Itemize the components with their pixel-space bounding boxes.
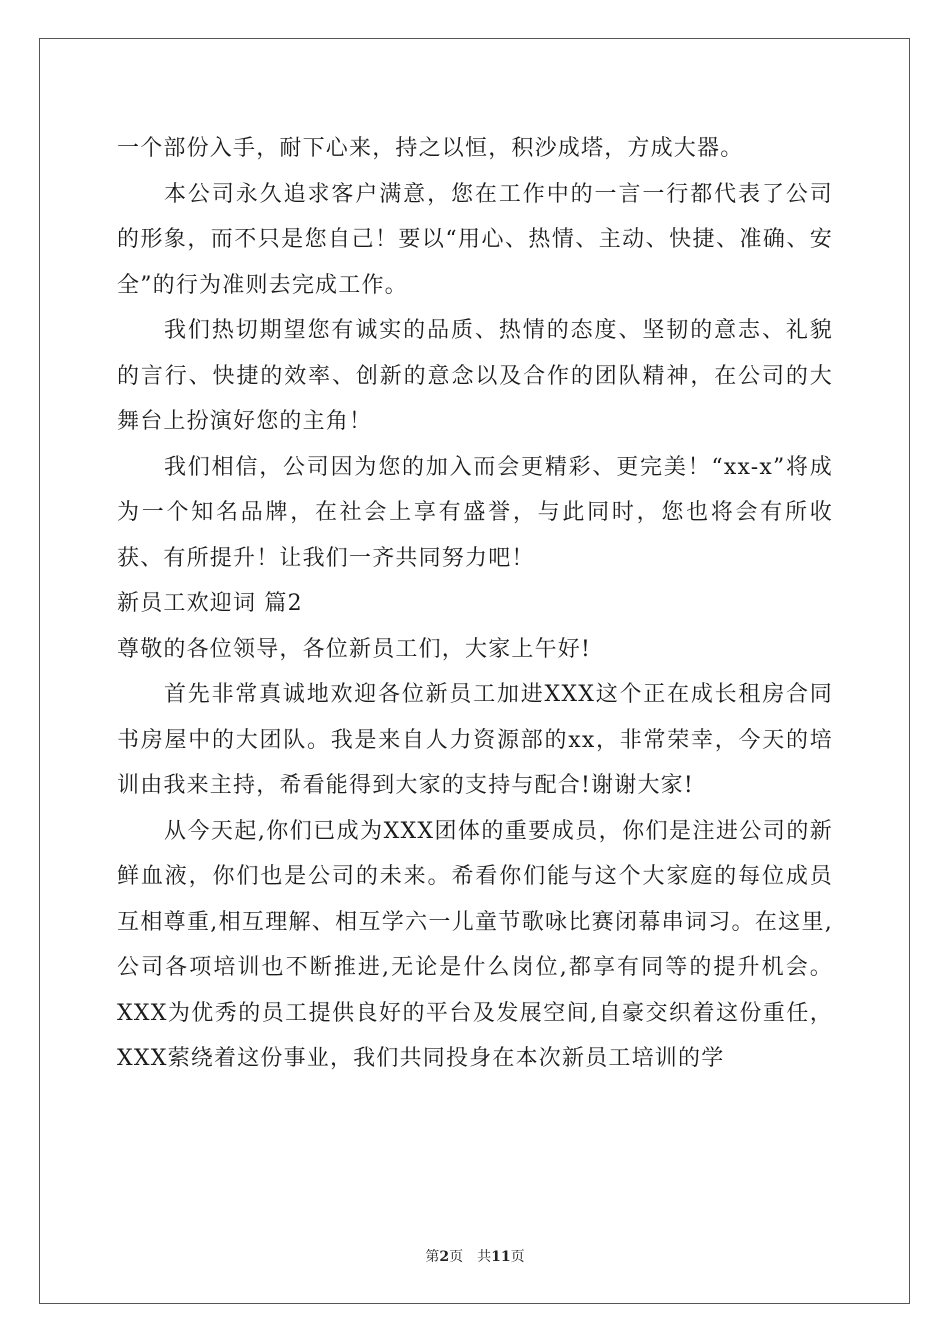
- section-title: 新员工欢迎词 篇2: [117, 591, 303, 616]
- paragraph: 本公司永久追求客户满意，您在工作中的一言一行都代表了公司的形象，而不只是您自己！要以“用心、热情、主动、快捷、准确、安全”的行为准则去完成工作。: [117, 181, 833, 298]
- paragraph: 我们热切期望您有诚实的品质、热情的态度、坚韧的意志、礼貌的言行、快捷的效率、创新的意念以及合作的团队精神，在公司的大舞台上扮演好您的主角！: [117, 318, 833, 434]
- paragraph: 首先非常真诚地欢迎各位新员工加进XXX这个正在成长租房合同书房屋中的大团队。我是来自人力资源部的xx，非常荣幸，今天的培训由我来主持，希看能得到大家的支持与配合!谢谢大家!: [117, 682, 833, 798]
- greeting: 尊敬的各位领导，各位新员工们，大家上午好!: [117, 636, 592, 662]
- page-total: 11: [491, 1249, 511, 1265]
- page-label-suffix: 页: [510, 1249, 525, 1265]
- page-label-prefix: 第: [425, 1249, 440, 1265]
- paragraph: 我们相信，公司因为您的加入而会更精彩、更完美！“xx-x”将成为一个知名品牌，在社会上享有盛誉，与此同时，您也将会有所收获、有所提升！让我们一齐共同努力吧！: [117, 454, 833, 571]
- document-body: [117, 126, 833, 1082]
- page-label-mid: 页 共: [449, 1249, 492, 1265]
- paragraph: 从今天起,你们已成为XXX团体的重要成员，你们是注进公司的新鲜血液，你们也是公司的未来。希看你们能与这个大家庭的每位成员互相尊重,相互理解、相互学六一儿童节歌咏比赛闭幕串词习。在这里,公司各项培训也不断推进,无论是什么岗位,都享有同等的提升机会。XXX为优秀的员工提供良好的平台及发展空间,自豪交织着这份重任，XXX萦绕着这份事业，我们共同投身在本次新员工培训的学: [117, 818, 833, 1071]
- paragraph: 一个部份入手，耐下心来，持之以恒，积沙成塔，方成大器。: [117, 136, 744, 161]
- page-current: 2: [439, 1249, 450, 1265]
- page-footer: [0, 1246, 950, 1266]
